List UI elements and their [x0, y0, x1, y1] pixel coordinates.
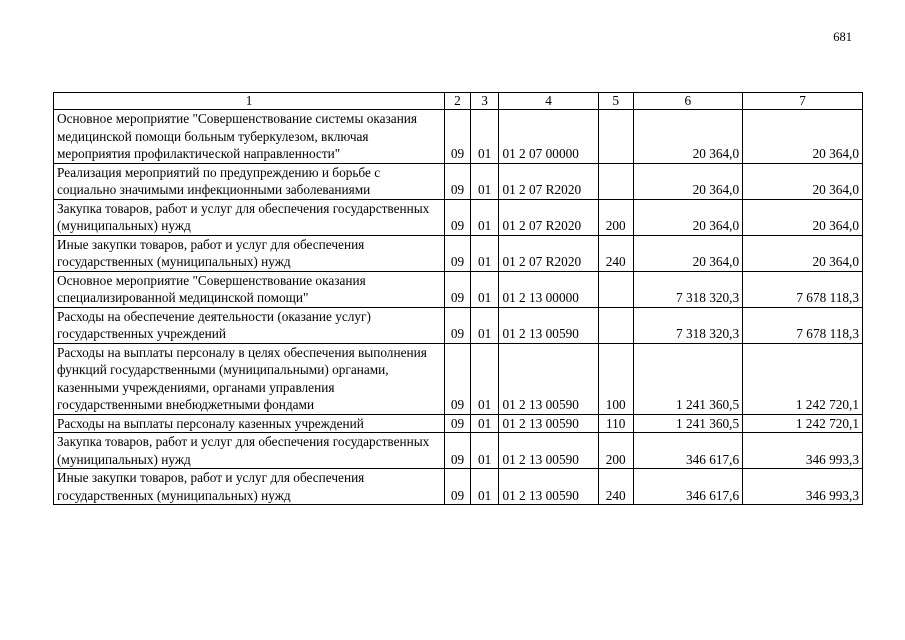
amount-year-1: 20 364,0 — [633, 163, 743, 199]
subsection-code: 01 — [470, 235, 499, 271]
expense-name: Основное мероприятие "Совершенствование системы оказания медицинской помощи больным туберкулезом, включая мероприятия профилактической направленности" — [54, 110, 445, 164]
section-code: 09 — [445, 414, 471, 433]
subsection-code: 01 — [470, 307, 499, 343]
target-article-code: 01 2 07 00000 — [499, 110, 598, 164]
target-article-code: 01 2 13 00000 — [499, 271, 598, 307]
amount-year-2: 7 678 118,3 — [743, 307, 863, 343]
expense-kind-code: 100 — [598, 343, 633, 414]
table-row — [54, 433, 863, 469]
table-row — [54, 271, 863, 307]
table-row — [54, 343, 863, 414]
expense-kind-code: 240 — [598, 469, 633, 505]
subsection-code: 01 — [470, 163, 499, 199]
subsection-code: 01 — [470, 110, 499, 164]
table-row — [54, 414, 863, 433]
page-number: 681 — [833, 30, 852, 44]
expense-kind-code: 200 — [598, 433, 633, 469]
header-cell: 6 — [633, 93, 743, 110]
target-article-code: 01 2 13 00590 — [499, 414, 598, 433]
target-article-code: 01 2 13 00590 — [499, 469, 598, 505]
expense-name: Реализация мероприятий по предупреждению и борьбе с социально значимыми инфекционными заболеваниями — [54, 163, 445, 199]
amount-year-2: 7 678 118,3 — [743, 271, 863, 307]
target-article-code: 01 2 13 00590 — [499, 433, 598, 469]
amount-year-2: 20 364,0 — [743, 199, 863, 235]
amount-year-1: 20 364,0 — [633, 235, 743, 271]
header-cell: 1 — [54, 93, 445, 110]
expense-name: Закупка товаров, работ и услуг для обеспечения государственных (муниципальных) нужд — [54, 199, 445, 235]
amount-year-1: 20 364,0 — [633, 199, 743, 235]
amount-year-1: 20 364,0 — [633, 110, 743, 164]
expense-name: Расходы на выплаты персоналу в целях обеспечения выполнения функций государственными (муниципальными) органами, казенными учреждениями, органами управления государственными внебюджетными фондами — [54, 343, 445, 414]
header-cell: 2 — [445, 93, 471, 110]
subsection-code: 01 — [470, 469, 499, 505]
amount-year-1: 346 617,6 — [633, 433, 743, 469]
subsection-code: 01 — [470, 199, 499, 235]
expense-name: Закупка товаров, работ и услуг для обеспечения государственных (муниципальных) нужд — [54, 433, 445, 469]
header-row — [54, 93, 863, 110]
amount-year-2: 20 364,0 — [743, 110, 863, 164]
table-row — [54, 235, 863, 271]
target-article-code: 01 2 13 00590 — [499, 307, 598, 343]
header-cell: 4 — [499, 93, 598, 110]
expense-kind-code: 200 — [598, 199, 633, 235]
expense-name: Основное мероприятие "Совершенствование оказания специализированной медицинской помощи" — [54, 271, 445, 307]
amount-year-2: 346 993,3 — [743, 469, 863, 505]
header-cell: 7 — [743, 93, 863, 110]
subsection-code: 01 — [470, 433, 499, 469]
target-article-code: 01 2 07 R2020 — [499, 163, 598, 199]
expense-kind-code: 110 — [598, 414, 633, 433]
subsection-code: 01 — [470, 343, 499, 414]
target-article-code: 01 2 13 00590 — [499, 343, 598, 414]
header-cell: 5 — [598, 93, 633, 110]
amount-year-1: 1 241 360,5 — [633, 343, 743, 414]
amount-year-1: 7 318 320,3 — [633, 271, 743, 307]
budget-table — [53, 92, 863, 505]
header-cell: 3 — [470, 93, 499, 110]
expense-name: Расходы на выплаты персоналу казенных учреждений — [54, 414, 445, 433]
amount-year-1: 7 318 320,3 — [633, 307, 743, 343]
expense-kind-code: 240 — [598, 235, 633, 271]
table-row — [54, 199, 863, 235]
expense-name: Расходы на обеспечение деятельности (оказание услуг) государственных учреждений — [54, 307, 445, 343]
section-code: 09 — [445, 199, 471, 235]
section-code: 09 — [445, 235, 471, 271]
section-code: 09 — [445, 469, 471, 505]
section-code: 09 — [445, 343, 471, 414]
subsection-code: 01 — [470, 271, 499, 307]
amount-year-2: 346 993,3 — [743, 433, 863, 469]
amount-year-2: 20 364,0 — [743, 163, 863, 199]
amount-year-1: 346 617,6 — [633, 469, 743, 505]
expense-kind-code — [598, 271, 633, 307]
table-row — [54, 469, 863, 505]
table-row — [54, 110, 863, 164]
section-code: 09 — [445, 433, 471, 469]
target-article-code: 01 2 07 R2020 — [499, 199, 598, 235]
expense-kind-code — [598, 110, 633, 164]
amount-year-1: 1 241 360,5 — [633, 414, 743, 433]
section-code: 09 — [445, 110, 471, 164]
section-code: 09 — [445, 307, 471, 343]
amount-year-2: 20 364,0 — [743, 235, 863, 271]
section-code: 09 — [445, 271, 471, 307]
amount-year-2: 1 242 720,1 — [743, 414, 863, 433]
table-row — [54, 163, 863, 199]
section-code: 09 — [445, 163, 471, 199]
expense-kind-code — [598, 163, 633, 199]
expense-kind-code — [598, 307, 633, 343]
expense-name: Иные закупки товаров, работ и услуг для обеспечения государственных (муниципальных) нужд — [54, 235, 445, 271]
subsection-code: 01 — [470, 414, 499, 433]
amount-year-2: 1 242 720,1 — [743, 343, 863, 414]
table-row — [54, 307, 863, 343]
expense-name: Иные закупки товаров, работ и услуг для обеспечения государственных (муниципальных) нужд — [54, 469, 445, 505]
target-article-code: 01 2 07 R2020 — [499, 235, 598, 271]
